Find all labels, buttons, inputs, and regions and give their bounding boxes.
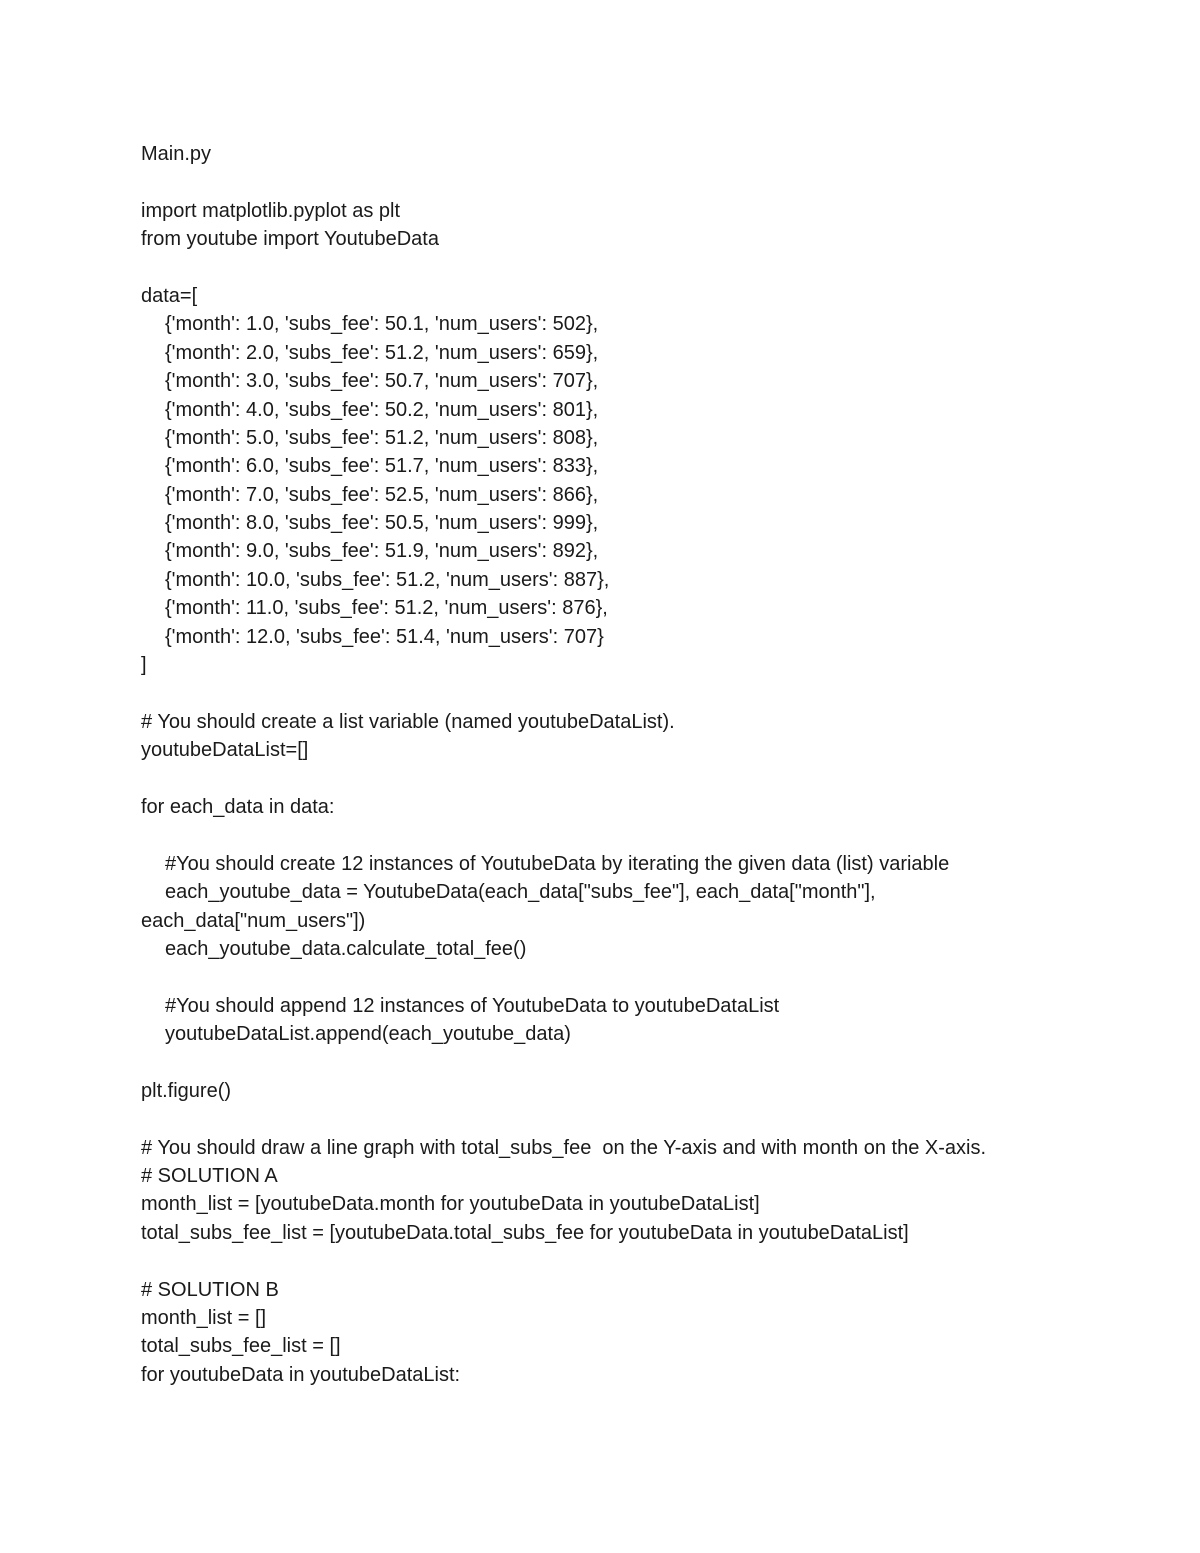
blank-line [141, 1049, 1101, 1077]
graph-comment: # You should draw a line graph with total_subs_fee on the Y-axis and with month on the X-axis. [141, 1136, 986, 1159]
data-row: {'month': 7.0, 'subs_fee': 52.5, 'num_users': 866}, [165, 483, 599, 506]
data-row: {'month': 5.0, 'subs_fee': 51.2, 'num_users': 808}, [165, 426, 599, 449]
list-comment: # You should create a list variable (named youtubeDataList). [141, 710, 675, 733]
import-line: from youtube import YoutubeData [141, 228, 439, 251]
instance-line: each_youtube_data = YoutubeData(each_data["subs_fee"], each_data["month"], [165, 881, 876, 904]
data-row: {'month': 9.0, 'subs_fee': 51.9, 'num_users': 892}, [165, 540, 599, 563]
solution-a-heading: # SOLUTION A [141, 1165, 278, 1188]
data-row: {'month': 1.0, 'subs_fee': 50.1, 'num_users': 502}, [165, 313, 599, 336]
data-row: {'month': 3.0, 'subs_fee': 50.7, 'num_users': 707}, [165, 370, 599, 393]
data-row: {'month': 6.0, 'subs_fee': 51.7, 'num_users': 833}, [165, 455, 599, 478]
blank-line [141, 254, 1101, 282]
append-line: youtubeDataList.append(each_youtube_data) [165, 1023, 571, 1046]
append-comment: #You should append 12 instances of YoutubeData to youtubeDataList [165, 994, 780, 1017]
data-row: {'month': 8.0, 'subs_fee': 50.5, 'num_users': 999}, [165, 512, 599, 535]
solution-b-month-line: month_list = [] [141, 1307, 267, 1330]
blank-line [141, 168, 1101, 196]
data-close-line: ] [141, 654, 147, 677]
list-init-line: youtubeDataList=[] [141, 739, 309, 762]
calc-line: each_youtube_data.calculate_total_fee() [165, 937, 527, 960]
data-row: {'month': 2.0, 'subs_fee': 51.2, 'num_users': 659}, [165, 341, 599, 364]
solution-b-loop-line: for youtubeData in youtubeDataList: [141, 1363, 461, 1386]
document-body [141, 140, 1101, 1389]
blank-line [141, 679, 1101, 707]
solution-a-total-line: total_subs_fee_list = [youtubeData.total_subs_fee for youtubeData in youtubeDataList] [141, 1221, 909, 1244]
solution-b-total-line: total_subs_fee_list = [] [141, 1335, 341, 1358]
data-row: {'month': 12.0, 'subs_fee': 51.4, 'num_users': 707} [165, 625, 604, 648]
blank-line [141, 1247, 1101, 1275]
import-line: import matplotlib.pyplot as plt [141, 199, 401, 222]
data-open-line: data=[ [141, 284, 198, 307]
blank-line [141, 821, 1101, 849]
solution-b-heading: # SOLUTION B [141, 1278, 279, 1301]
data-row: {'month': 10.0, 'subs_fee': 51.2, 'num_users': 887}, [165, 568, 610, 591]
figure-line: plt.figure() [141, 1079, 232, 1102]
instance-line-wrap: each_data["num_users"]) [141, 909, 366, 932]
data-row: {'month': 4.0, 'subs_fee': 50.2, 'num_users': 801}, [165, 398, 599, 421]
blank-line [141, 1105, 1101, 1133]
instance-comment: #You should create 12 instances of YoutubeData by iterating the given data (list) variable [165, 852, 950, 875]
solution-a-month-line: month_list = [youtubeData.month for youtubeData in youtubeDataList] [141, 1193, 760, 1216]
blank-line [141, 765, 1101, 793]
file-title: Main.py [141, 143, 212, 165]
data-row: {'month': 11.0, 'subs_fee': 51.2, 'num_users': 876}, [165, 597, 608, 620]
for-loop-line: for each_data in data: [141, 795, 335, 818]
blank-line [141, 963, 1101, 991]
